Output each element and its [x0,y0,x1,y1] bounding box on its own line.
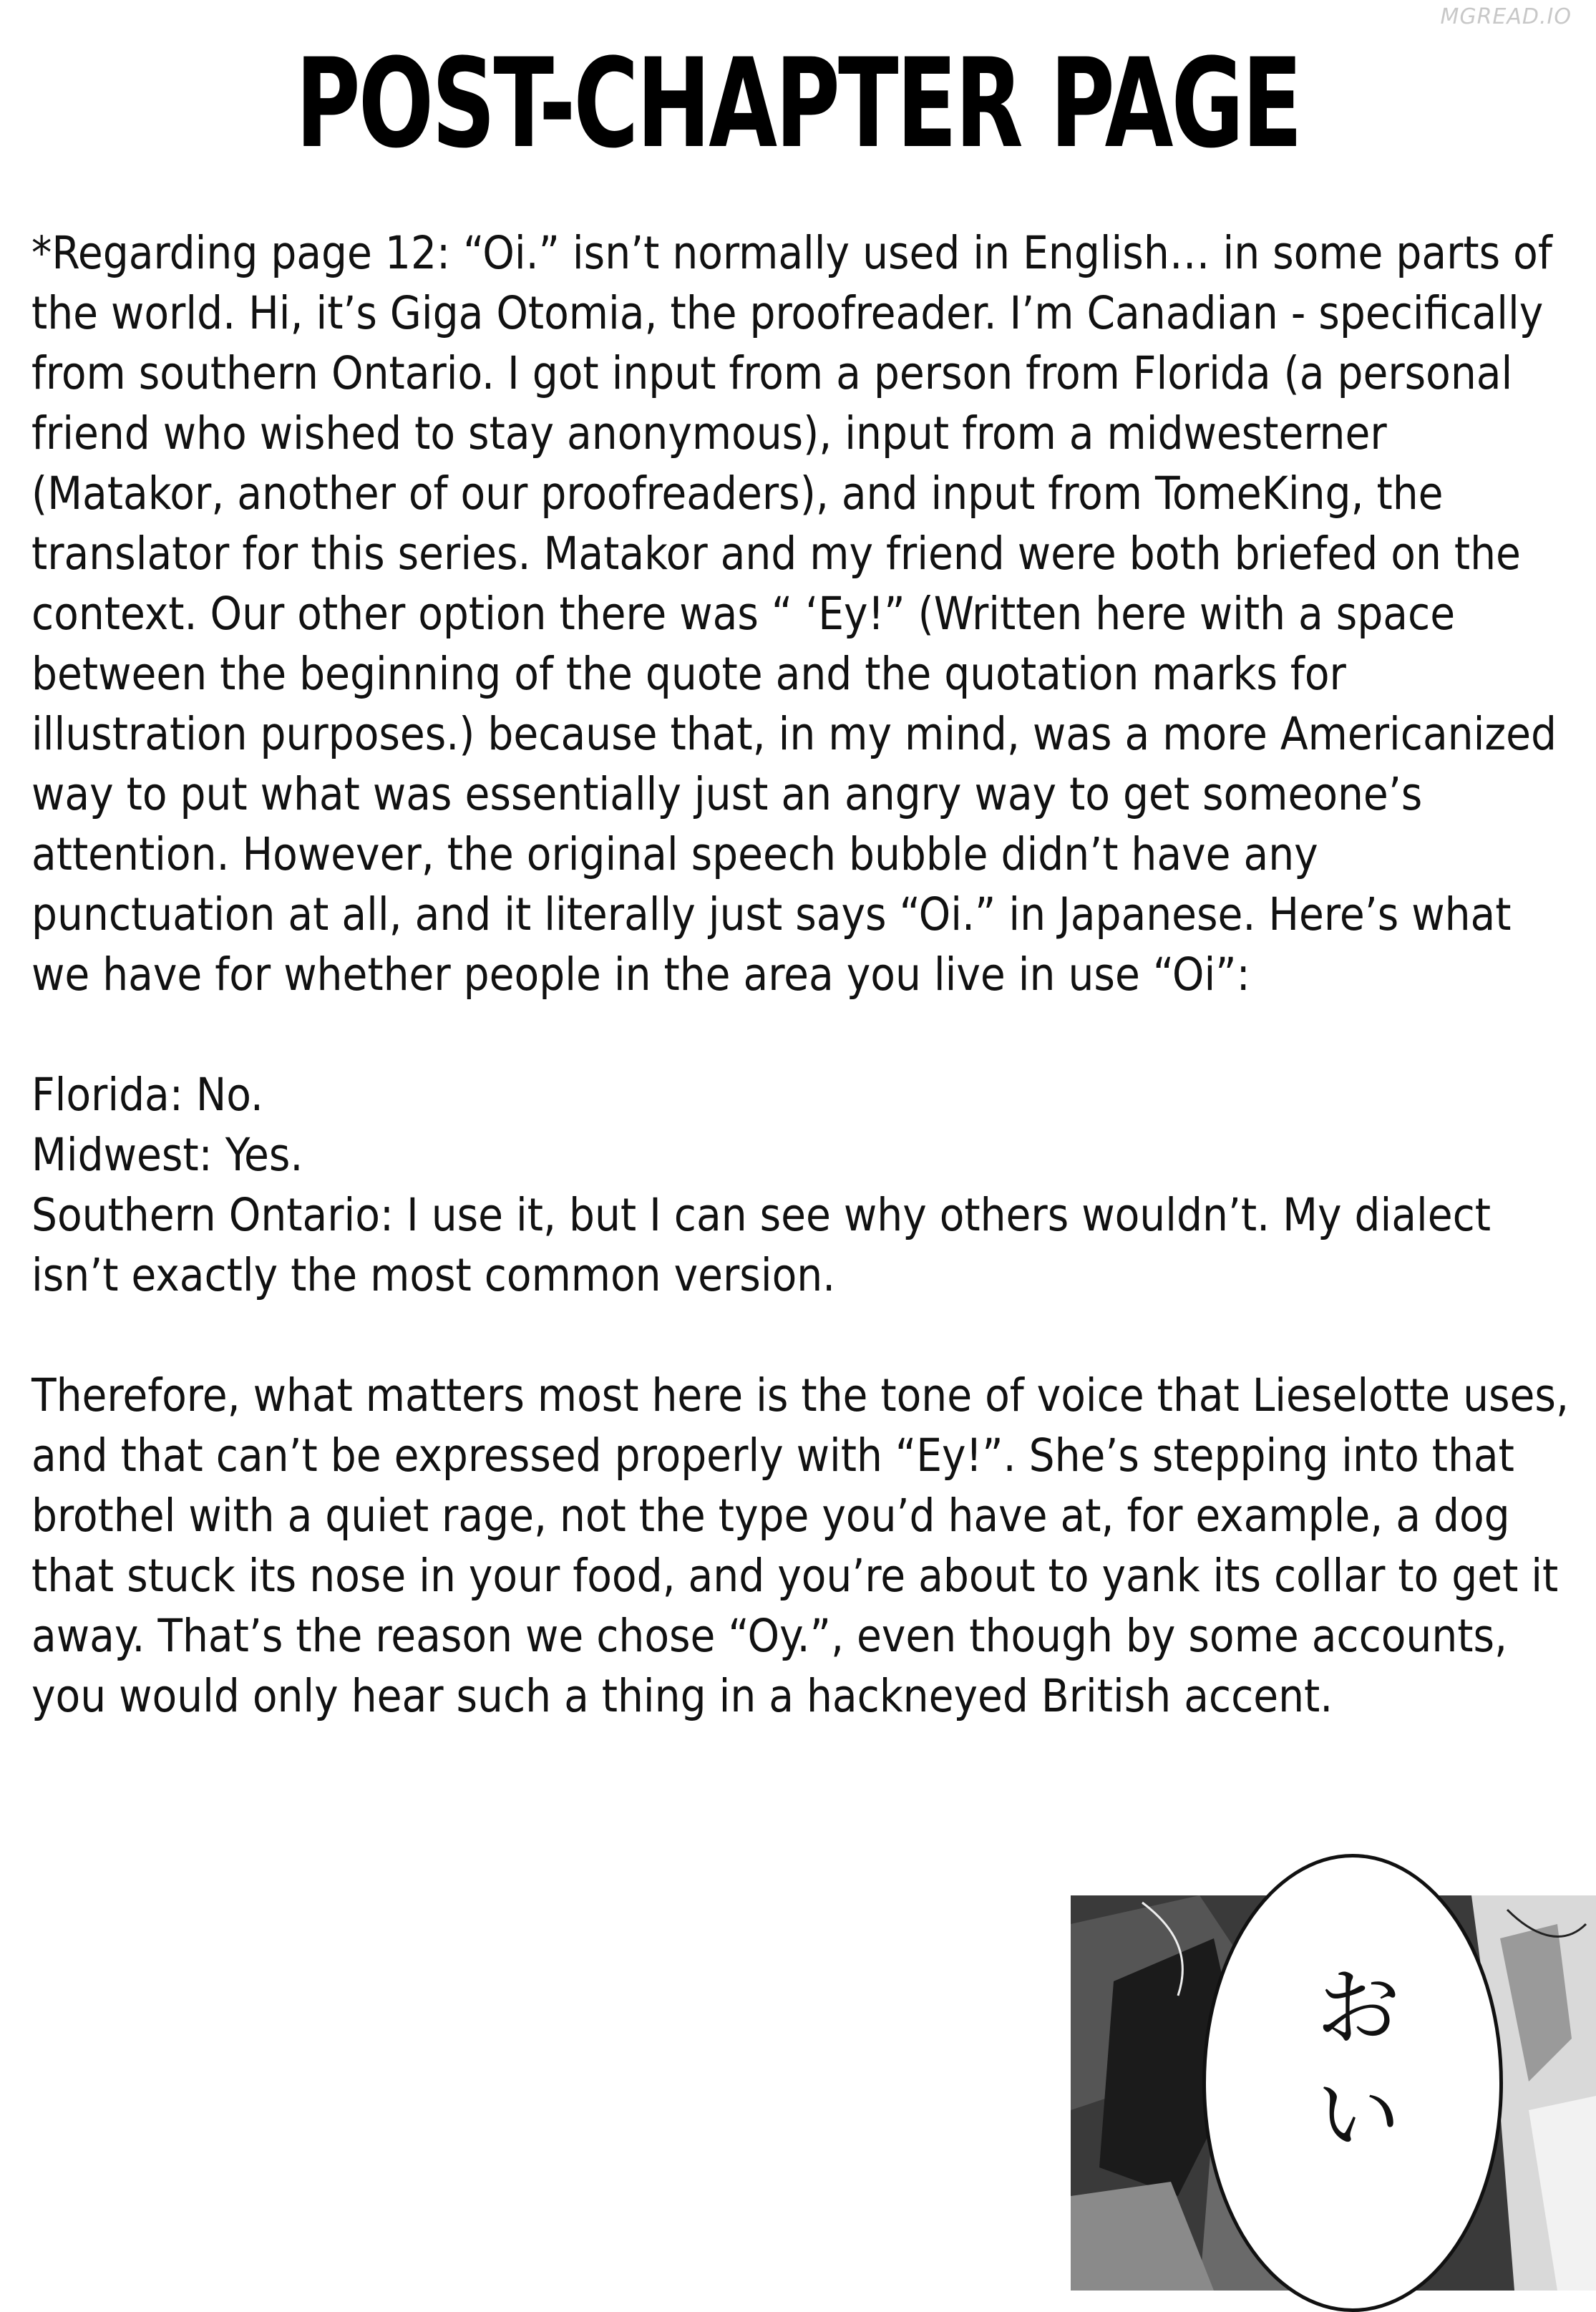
regarding-paragraph: *Regarding page 12: “Oi.” isn’t normally used in English… in some parts of the world. Hi, it’s Giga Otomia, the proofreader. I’m Canadian - specifically from southern Ontario. I got input from a person from Florida (a personal friend who wished to stay anonymous), input from a midwesterner (Matakor, another of our proofreaders), and input from TomeKing, the translator for this series. Matakor and my friend were both briefed on the context. Our other option there was “ ‘Ey!” (Written here with a space between the beginning of the quote and the quotation marks for illustration purposes.) because that, in my mind, was a more Americanized way to put what was essentially just an angry way to get someone’s attention. However, the original speech bubble didn’t have any punctuation at all, and it literally just says “Oi.” in Japanese. Here’s what we have for whether people in the area you live in use “Oi”: [31,227,1557,1001]
spacer [31,1306,1570,1366]
spacer [31,1005,1570,1065]
midwest-line: Midwest: Yes. [31,1129,303,1181]
conclusion-paragraph: Therefore, what matters most here is the tone of voice that Lieselotte uses, and that can’t be expressed properly with “Ey!”. She’s stepping into that brothel with a quiet rage, not the type you’d have at, for example, a dog that stuck its nose in your food, and you’re about to yank its collar to get it away. That’s the reason we chose “Oy.”, even though by some accounts, you would only hear such a thing in a hackneyed British accent. [31,1369,1569,1722]
notes-body [31,223,1570,1726]
page-title: POST-CHAPTER PAGE [295,31,1301,175]
watermark: MGREAD.IO [1440,4,1572,29]
speech-bubble-text: おい [1315,1958,1401,2165]
florida-line: Florida: No. [31,1069,263,1121]
ontario-line: Southern Ontario: I use it, but I can see why others wouldn’t. My dialect isn’t exactly the most common version. [31,1189,1491,1301]
